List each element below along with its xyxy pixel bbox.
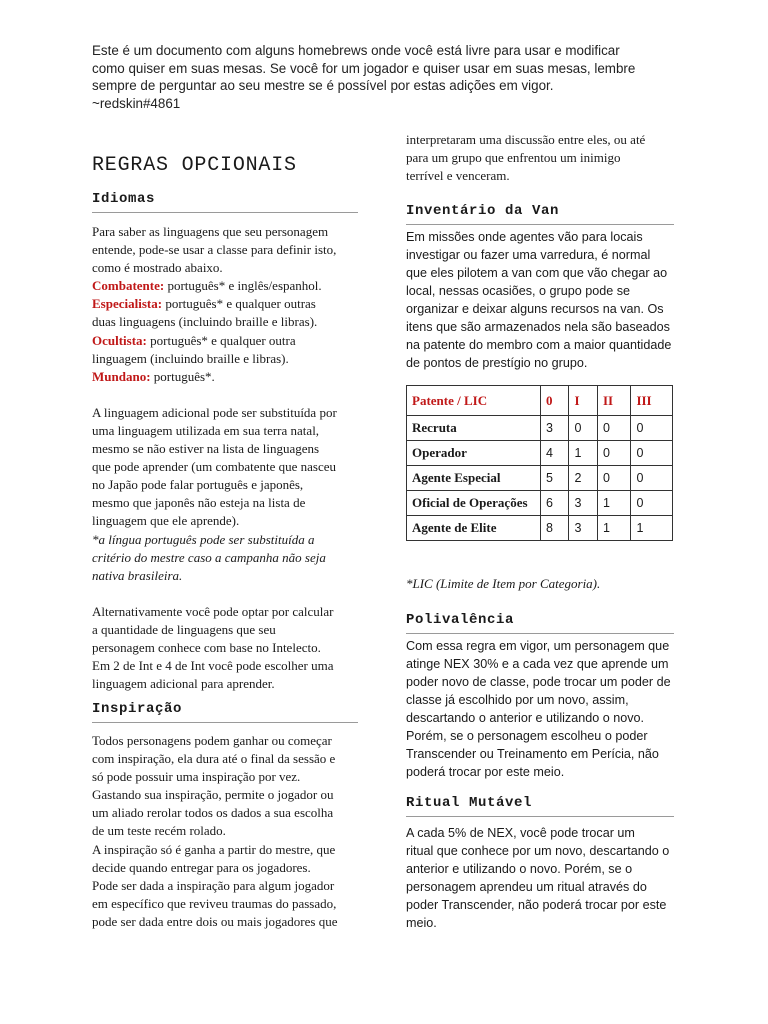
text-line: Alternativamente você pode optar por calcular [92,603,334,619]
lic-header-cell: 0 [541,386,569,416]
lic-header-row [407,386,673,416]
lic-rank-cell: Agente Especial [407,466,541,491]
text-line: Porém, se o personagem escolheu o poder [406,729,648,743]
lic-table-row [407,416,673,441]
lic-value-cell: 0 [631,466,673,491]
lic-value-cell: 1 [631,516,673,541]
text-line: Em missões onde agentes vão para locais [406,230,643,244]
lic-rank-cell: Operador [407,441,541,466]
intro-paragraph [92,42,682,112]
lic-header-cell: III [631,386,673,416]
text-line: organizar e deixar alguns recursos na van. Os [406,302,664,316]
note-line: critério do mestre caso a campanha não seja [92,549,326,565]
inventario-body [406,228,674,372]
section-inventario [406,202,674,372]
polivalencia-body [406,637,674,781]
note-line: *a língua português pode ser substituída a [92,531,315,547]
text-line: Em 2 de Int e 4 de Int você pode escolher uma [92,658,334,674]
section-heading-idiomas: Idiomas [92,190,358,213]
note-line: nativa brasileira. [92,567,183,583]
text-line: personagem conhece com base no Intelecto. [92,639,321,655]
class-name: Combatente: [92,278,165,294]
lic-value-cell: 3 [569,516,597,541]
text-line: para um grupo que enfrentou um inimigo [406,150,621,166]
section-heading-ritual: Ritual Mutável [406,794,674,817]
lic-value-cell: 0 [631,416,673,441]
lic-value-cell: 0 [569,416,597,441]
text-line: de pontos de prestígio no grupo. [406,356,588,370]
class-name: Mundano: [92,368,151,384]
text-line: linguagem adicional para aprender. [92,676,275,692]
lic-header-cell: I [569,386,597,416]
text-line: entende, pode-se usar a classe para definir isto, [92,242,337,258]
section-heading-polivalencia: Polivalência [406,611,674,634]
text-line: anterior e utilizando o novo. Porém, se o [406,862,633,876]
class-ocultista [92,332,358,350]
class-mundano [92,368,358,386]
text-line: investigar ou fazer uma varredura, é normal [406,248,651,262]
lic-value-cell: 1 [597,491,631,516]
lic-header-cell: Patente / LIC [407,386,541,416]
text-line: meio. [406,916,437,930]
text-line: poder novo de classe, pode trocar um poder de [406,675,671,689]
lic-value-cell: 3 [569,491,597,516]
lic-value-cell: 5 [541,466,569,491]
class-languages-cont: duas linguagens (incluindo braille e libras). [92,314,318,330]
text-line: Gastando sua inspiração, permite o jogador ou [92,787,334,803]
lic-value-cell: 0 [597,416,631,441]
lic-value-cell: 2 [569,466,597,491]
text-line: ritual que conhece por um novo, descartando o [406,844,670,858]
page-title: REGRAS OPCIONAIS [92,154,297,177]
class-languages-cont: linguagem (incluindo braille e libras). [92,350,289,366]
lic-table-row [407,516,673,541]
section-idiomas [92,190,358,693]
text-line: como é mostrado abaixo. [92,260,223,276]
inspiracao-continuation [406,131,674,185]
lic-value-cell: 6 [541,491,569,516]
lic-table-row [407,466,673,491]
section-polivalencia [406,611,674,781]
lic-value-cell: 3 [541,416,569,441]
intro-line: como quiser em suas mesas. Se você for um jogador e quiser usar em suas mesas, lembre [92,60,636,76]
text-line: terrível e venceram. [406,168,510,184]
text-line: A linguagem adicional pode ser substituída por [92,404,337,420]
text-line: Todos personagens podem ganhar ou começar [92,733,332,748]
idiomas-body [92,223,358,693]
section-heading-inspiracao: Inspiração [92,700,358,723]
text-line: um aliado rerolar todos os dados a sua escolha [92,805,334,821]
text-line: pode ser dada entre dois ou mais jogadores que [92,913,338,929]
class-name: Ocultista: [92,332,147,348]
class-languages: português* e inglês/espanhol. [164,278,322,294]
intro-line: sempre de perguntar ao seu mestre se é possível por estas adições em vigor. [92,78,554,93]
lic-value-cell: 8 [541,516,569,541]
text-line: A cada 5% de NEX, você pode trocar um [406,826,635,840]
text-line: interpretaram uma discussão entre eles, ou até [406,132,646,147]
lic-table-row [407,441,673,466]
text-line: que pode aprender (um combatente que nasceu [92,459,337,475]
text-line: uma linguagem utilizada em sua terra natal, [92,422,320,438]
lic-footnote: *LIC (Limite de Item por Categoria). [406,576,601,591]
text-line: só pode possuir uma inspiração por vez. [92,769,301,785]
lic-value-cell: 0 [597,466,631,491]
section-inspiracao [92,700,358,931]
class-languages: português*. [150,368,215,384]
text-line: poder Transcender, não poderá trocar por este [406,898,667,912]
lic-value-cell: 0 [631,491,673,516]
text-line: a quantidade de linguagens que seu [92,621,276,637]
lic-rank-cell: Agente de Elite [407,516,541,541]
text-line: descartando o anterior e utilizando o novo. [406,711,645,725]
ritual-body [406,824,674,932]
text-line: Com essa regra em vigor, um personagem que [406,639,670,653]
text-line: na patente do membro com a maior quantidade [406,338,672,352]
text-line: em específico que reviveu traumas do passado, [92,895,337,911]
text-line: mesmo se não estiver na lista de linguagens [92,441,320,457]
lic-value-cell: 1 [597,516,631,541]
lic-value-cell: 0 [631,441,673,466]
text-line: classe já escolhido por um novo, assim, [406,693,629,707]
class-especialista [92,295,358,313]
text-line: no Japão pode falar português e japonês, [92,477,304,493]
class-languages: português* e qualquer outras [162,296,316,312]
lic-value-cell: 0 [597,441,631,466]
section-heading-inventario: Inventário da Van [406,202,674,225]
text-line: decide quando entregar para os jogadores. [92,859,311,875]
class-name: Especialista: [92,296,163,312]
class-combatente [92,277,358,295]
lic-value-cell: 4 [541,441,569,466]
lic-table-body [407,416,673,541]
lic-table-row [407,491,673,516]
lic-rank-cell: Recruta [407,416,541,441]
section-ritual [406,794,674,932]
lic-value-cell: 1 [569,441,597,466]
text-line: atinge NEX 30% e a cada vez que aprende um [406,657,669,671]
intro-line: Este é um documento com alguns homebrews onde você está livre para usar e modificar [92,43,620,58]
text-line: linguagem que ele aprende). [92,513,240,529]
text-line: Pode ser dada a inspiração para algum jogador [92,877,335,893]
text-line: itens que são armazenados nela são baseados [406,320,670,334]
text-line: local, nessas ocasiões, o grupo pode se [406,284,631,298]
lic-header-cell: II [597,386,631,416]
text-line: mesmo que japonês não esteja na lista de [92,495,306,511]
text-line: A inspiração só é ganha a partir do mestre, que [92,841,336,857]
lic-rank-cell: Oficial de Operações [407,491,541,516]
lic-table [406,385,673,541]
text-line: com inspiração, ela dura até o final da sessão e [92,751,336,767]
intro-signature: ~redskin#4861 [92,95,181,111]
text-line: Transcender ou Treinamento em Perícia, não [406,747,659,761]
text-line: poderá trocar por este meio. [406,765,565,779]
inspiracao-body [92,732,358,931]
text-line: Para saber as linguagens que seu personagem [92,224,329,239]
class-languages: português* e qualquer outra [146,332,296,348]
text-line: de um teste recém rolado. [92,823,226,839]
text-line: que eles pilotem a van com que vão chegar ao [406,266,668,280]
text-line: personagem aprendeu um ritual através do [406,880,647,894]
